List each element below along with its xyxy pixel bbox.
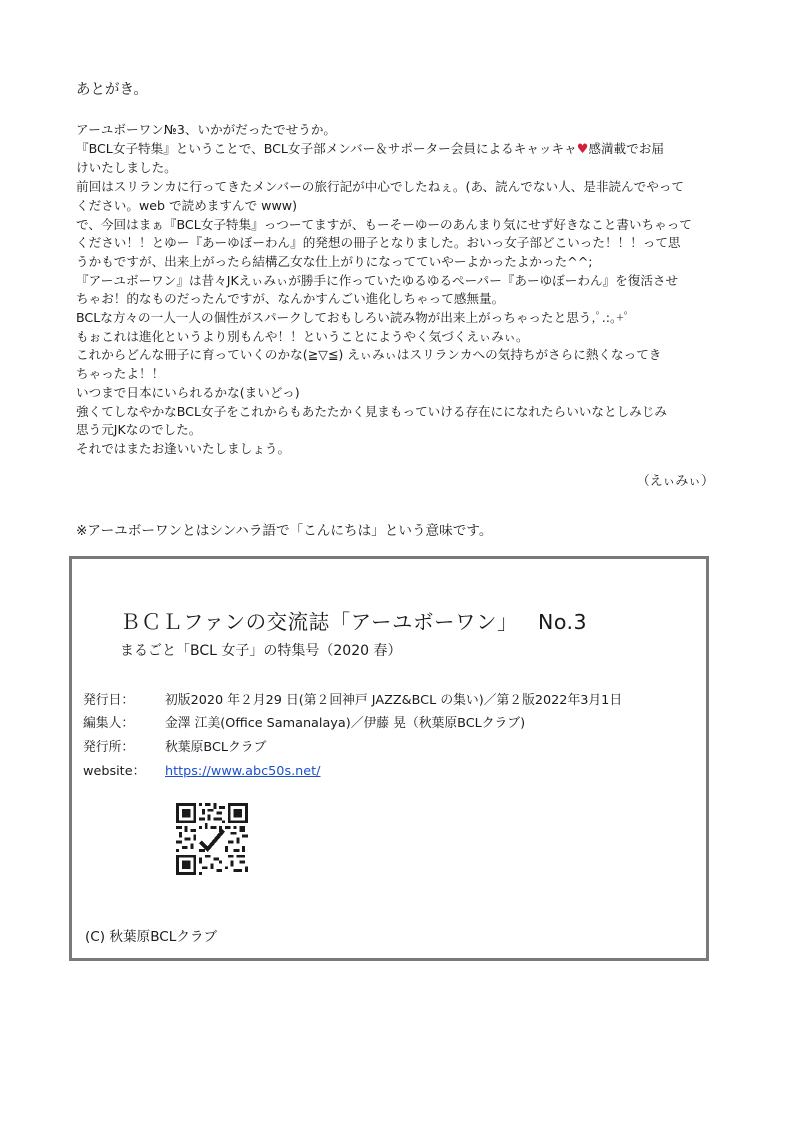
body-line (76, 140, 726, 160)
website-link[interactable]: https://www.abc50s.net/ (165, 764, 321, 779)
copyright: (C) 秋葉原BCLクラブ (85, 929, 218, 945)
magazine-title: ＢＣＬファンの交流誌「アーユボーワン」 (120, 610, 518, 634)
body-line: ください。web で読めますんで www) (76, 197, 297, 213)
body-line: 強くてしなやかなBCL女子をこれからもあたたかく見まもっていける存在にになれたらいいなとしみじみ (76, 403, 667, 419)
body-line-text: 『BCL女子特集』ということで、BCL女子部メンバー＆サポーター会員によるキャッキャ (76, 140, 577, 156)
body-line: けいたしました。 (76, 160, 177, 176)
website-row (83, 760, 321, 779)
body-line: それではまたお逢いいたしましょう。 (76, 440, 291, 456)
colophon-title (120, 605, 587, 635)
body-line: 『アーユボーワン』は昔々JKえぃみぃが勝手に作っていたゆるゆるぺーパー『あーゆぼーわん』を復活させ (76, 272, 679, 288)
signature: （えぃみぃ） (636, 474, 714, 489)
issue-number: No.3 (537, 610, 588, 634)
publisher-label: 発行所： (83, 740, 135, 755)
body-line: これからどんな冊子に育っていくのかな(≧▽≦) えぃみぃはスリランカへの気持ちがさらに熱くなってき (76, 347, 662, 363)
body-line: 思う元JKなのでした。 (76, 422, 202, 438)
body-line: もぉこれは進化というより別もんや！！ということにようやく気づくえぃみぃ。 (76, 328, 529, 344)
body-line: ちゃお！的なものだったんですが、なんかすんごい進化しちゃって感無量。 (76, 291, 505, 307)
body-line: アーユボーワン№3、いかがだったでせうか。 (76, 122, 337, 137)
body-line: 前回はスリランカに行ってきたメンバーの旅行記が中心でしたねぇ。(あ、読んでない人、是非読んでやって (76, 179, 685, 195)
qr-code-icon (176, 803, 248, 875)
editor-row (83, 712, 525, 731)
footnote: ※アーユボーワンとはシンハラ語で「こんにちは」という意味です。 (76, 523, 493, 539)
colophon-box (69, 556, 709, 961)
editor-label: 編集人： (83, 716, 135, 731)
editor-value: 金澤 江美(Office Samanalaya)／伊藤 晃（秋葉原BCLクラブ) (165, 716, 526, 731)
body-line: ください！！とゆー『あーゆぼーわん』的発想の冊子となりました。おいっ女子部どこいった！！！って思 (76, 235, 681, 251)
body-line: ちゃったよ！！ (76, 366, 165, 382)
colophon-subtitle: まるごと「BCL 女子」の特集号（2020 春） (120, 643, 402, 659)
body-line: いつまで日本にいられるかな(まいどっ) (76, 384, 300, 400)
publish-date-row (83, 689, 622, 708)
publisher-row (83, 736, 266, 755)
body-line: で、今回はまぁ『BCL女子特集』っつーてますが、もーそーゆーのあんまり気にせず好きなこと書いちゃって (76, 216, 692, 232)
publisher-value: 秋葉原BCLクラブ (165, 740, 267, 755)
body-line: BCLな方々の一人一人の個性がスパークしておもしろい読み物が出来上がっちゃったと思う,ﾟ.:｡+ﾟ (76, 310, 630, 326)
website-label: website： (83, 764, 146, 779)
body-line-tail: 感満載でお届 (588, 140, 664, 156)
body-line: うかもですが、出来上がったら結構乙女な仕上がりになってていやーよかったよかった^^; (76, 253, 593, 269)
heart-icon: ♥ (576, 141, 589, 157)
afterword-body (76, 121, 726, 459)
publish-date-value: 初版2020 年２月29 日(第２回神戸 JAZZ&BCL の集い)／第２版2022年3月1日 (165, 693, 623, 708)
publish-date-label: 発行日： (83, 693, 135, 708)
afterword-heading: あとがき。 (76, 82, 148, 98)
